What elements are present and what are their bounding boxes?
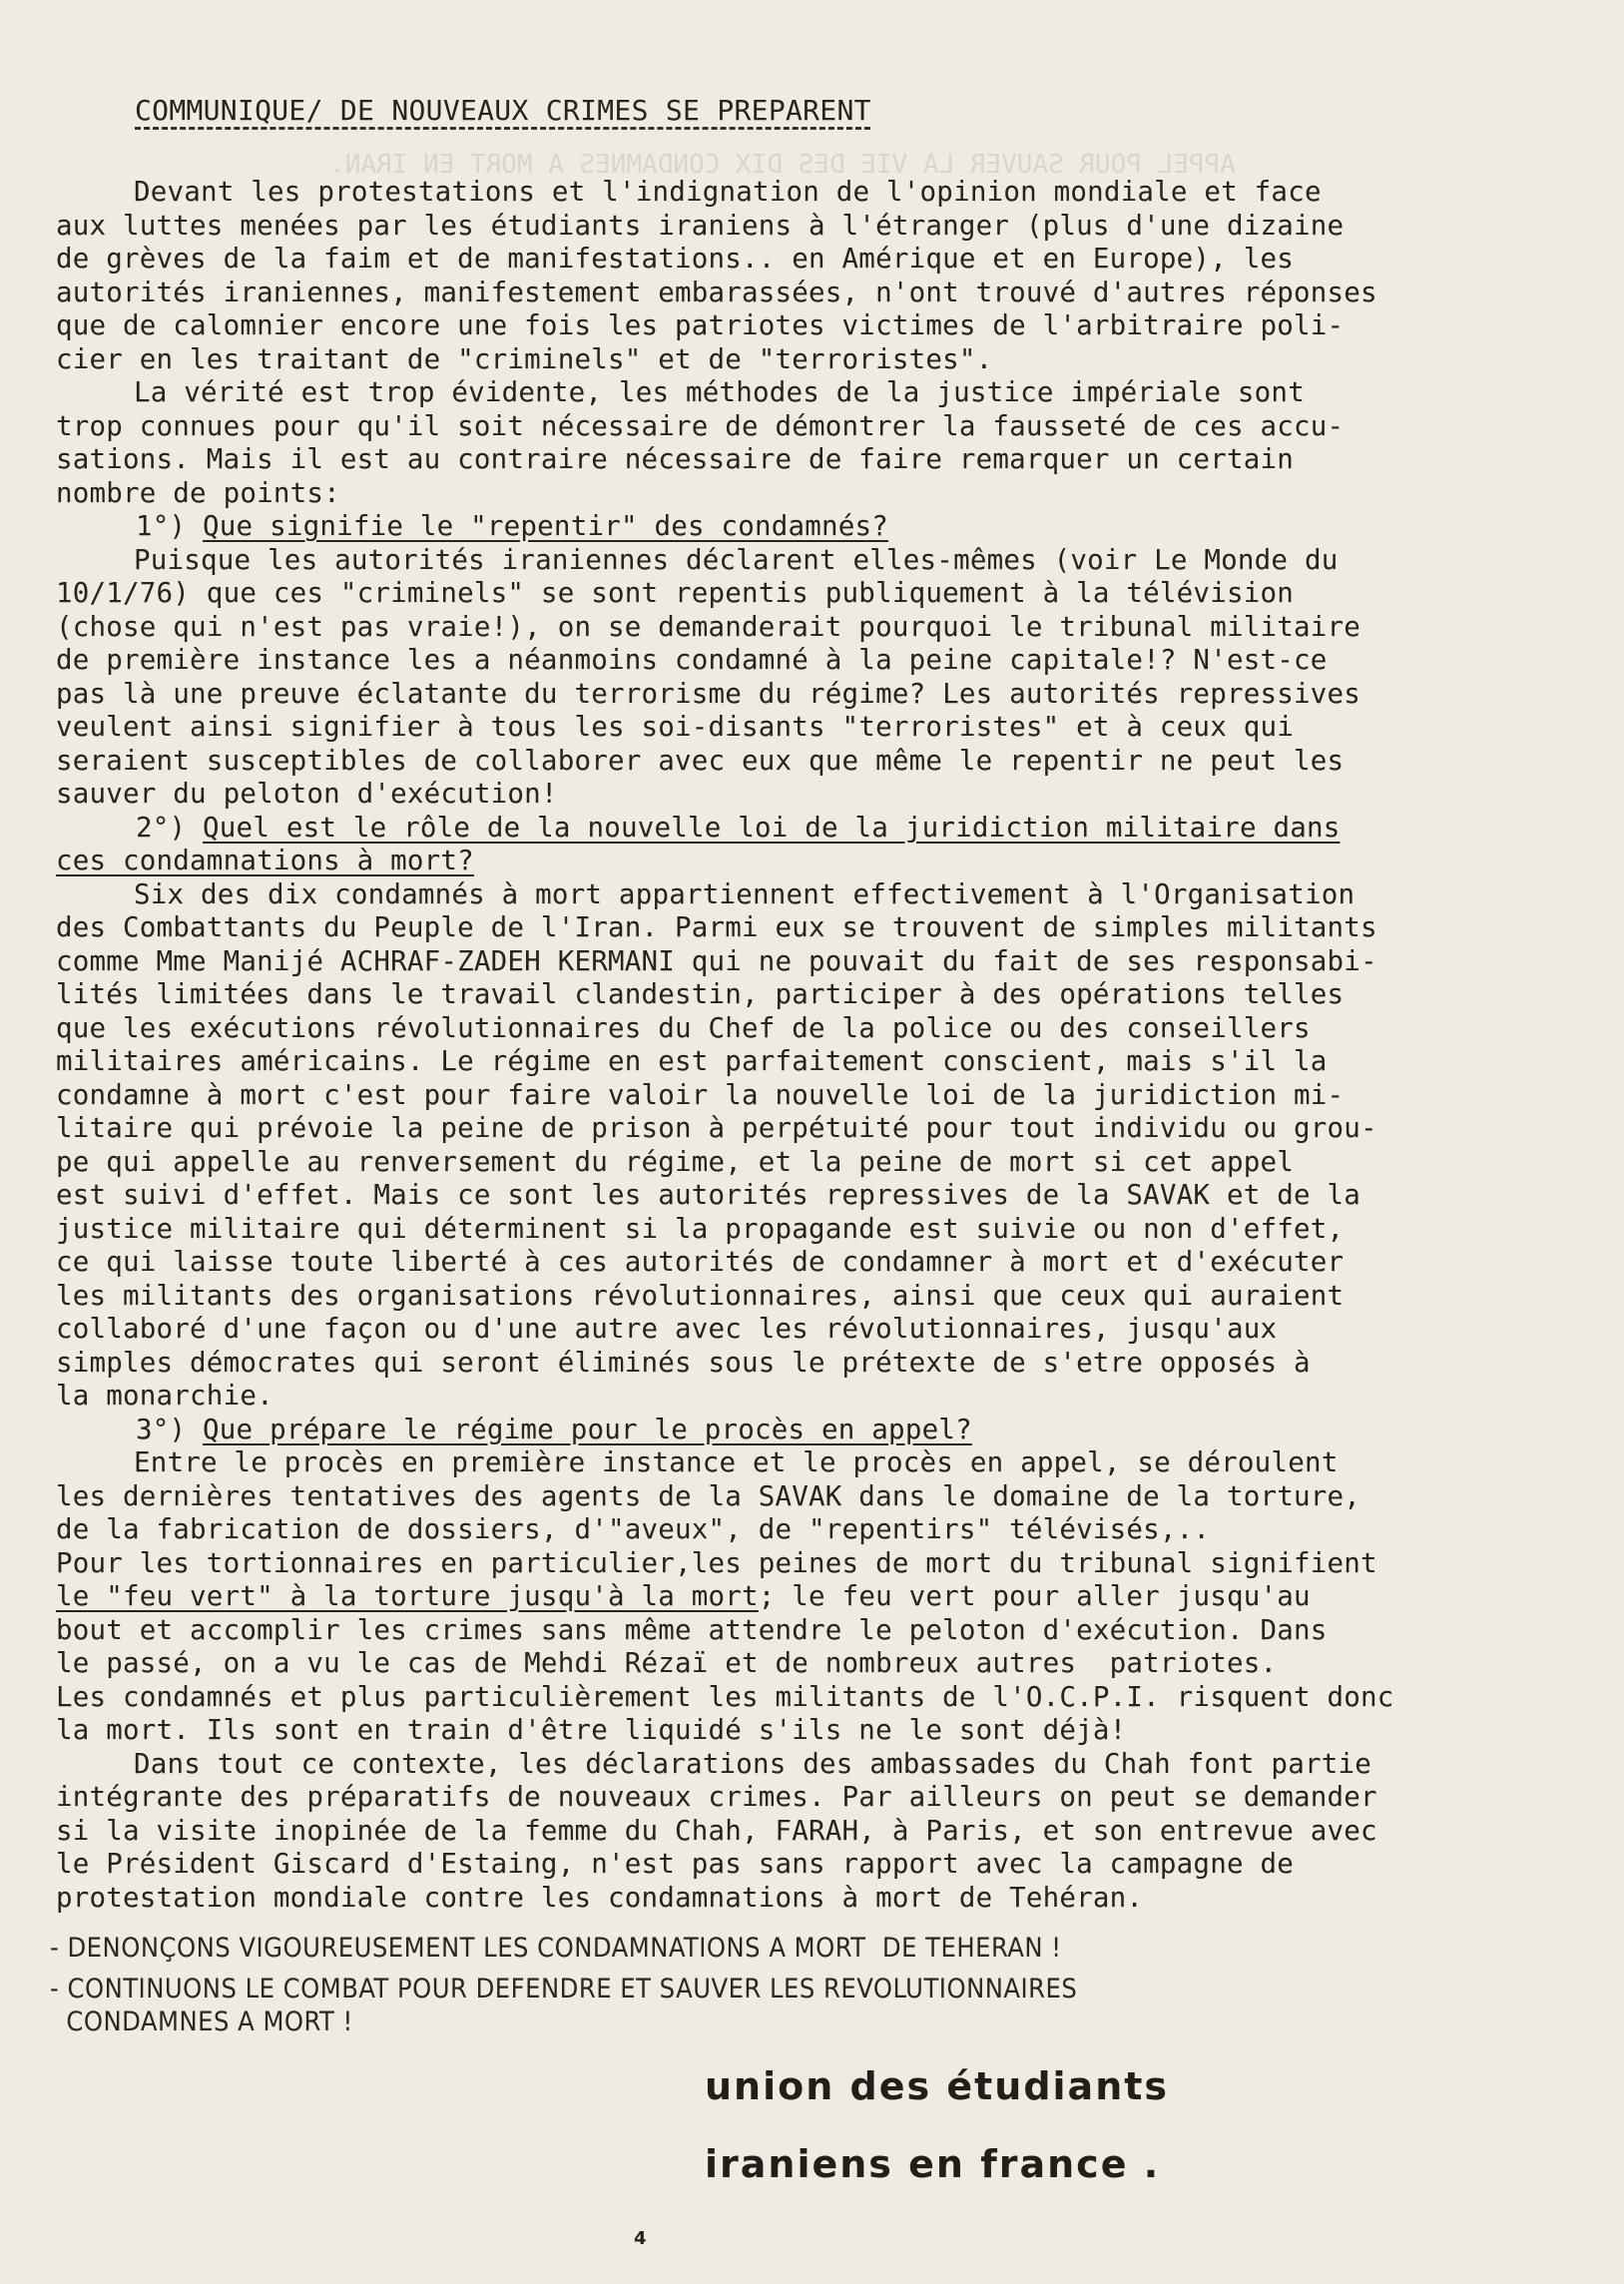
text-line: le Président Giscard d'Estaing, n'est pas sans rapport avec la campagne de — [56, 1848, 1294, 1880]
text-line: que de calomnier encore une fois les patriotes victimes de l'arbitraire poli- — [56, 309, 1345, 341]
text-line: que les exécutions révolutionnaires du Chef de la police ou des conseillers — [56, 1011, 1311, 1044]
text-line: trop connues pour qu'il soit nécessaire de démontrer la fausseté de ces accu- — [56, 409, 1345, 442]
text-line: les dernières tentatives des agents de la SAVAK dans le domaine de la torture, — [56, 1479, 1360, 1512]
signature-line-1: union des étudiants — [705, 2064, 1170, 2108]
slogans — [50, 1932, 1077, 2046]
paragraph-intro — [56, 176, 1543, 376]
text-line: militaires américains. Le régime en est parfaitement conscient, mais s'il la — [56, 1045, 1328, 1077]
text-line: protestation mondiale contre les condamnations à mort de Tehéran. — [56, 1881, 1144, 1914]
text-line: 10/1/76) que ces "criminels" se sont repentis publiquement à la télévision — [56, 577, 1294, 609]
section-heading: 2°) Quel est le rôle de la nouvelle loi de la juridiction militaire dans — [136, 811, 1341, 844]
feu-vert-emphasis: le "feu vert" à la torture jusqu'à la mort — [56, 1580, 759, 1612]
text-line: le "feu vert" à la torture jusqu'à la mort; le feu vert pour aller jusqu'au — [56, 1580, 1311, 1612]
text-line: des Combattants du Peuple de l'Iran. Parmi eux se trouvent de simples militants — [56, 911, 1377, 943]
text-line: (chose qui n'est pas vraie!), on se demanderait pourquoi le tribunal militaire — [56, 610, 1360, 643]
signature-line-2: iraniens en france . — [705, 2142, 1161, 2186]
text-line: litaire qui prévoie la peine de prison à perpétuité pour tout individu ou grou- — [56, 1112, 1377, 1144]
paragraph-verite — [56, 376, 1543, 510]
text-line: pas là une preuve éclatante du terrorisme du régime? Les autorités repressives — [56, 677, 1360, 710]
text-line: la monarchie. — [56, 1380, 273, 1412]
text-line: sations. Mais il est au contraire nécessaire de faire remarquer un certain — [56, 443, 1294, 475]
text-line: la mort. Ils sont en train d'être liquidé s'ils ne le sont déjà! — [56, 1714, 1127, 1746]
bleed-through-text: APPEL POUR SAUVER LA VIE DES DIX CONDAMNES A MORT EN IRAN. — [329, 150, 1236, 180]
text-line: Devant les protestations et l'indignation de l'opinion mondiale et face — [134, 176, 1322, 208]
text-line: veulent ainsi signifier à tous les soi-disants "terroristes" et à ceux qui — [56, 711, 1294, 743]
text-line: intégrante des préparatifs de nouveaux crimes. Par ailleurs on peut se demander — [56, 1781, 1377, 1813]
text-line: le passé, on a vu le cas de Mehdi Rézaï et de nombreux autres patriotes. — [56, 1647, 1278, 1679]
text-line: Puisque les autorités iraniennes déclarent elles-mêmes (voir Le Monde du — [134, 543, 1339, 576]
communique-body — [56, 176, 1543, 1915]
text-line: Entre le procès en première instance et le procès en appel, se déroulent — [134, 1446, 1339, 1478]
text-line: justice militaire qui déterminent si la propagande est suivie ou non d'effet, — [56, 1212, 1345, 1245]
text-line: Pour les tortionnaires en particulier,les peines de mort du tribunal signifient — [56, 1546, 1377, 1579]
section-q1 — [56, 510, 1543, 812]
page-number: 4 — [634, 2228, 647, 2249]
text-line: La vérité est trop évidente, les méthodes de la justice impériale sont — [134, 376, 1305, 408]
text-line: si la visite inopinée de la femme du Chah, FARAH, à Paris, et son entrevue avec — [56, 1814, 1377, 1847]
section-heading: 3°) Que prépare le régime pour le procès en appel? — [136, 1413, 972, 1445]
text-line: collaboré d'une façon ou d'une autre avec les révolutionnaires, jusqu'aux — [56, 1313, 1278, 1345]
section-heading: 1°) Que signifie le "repentir" des condamnés? — [136, 510, 889, 542]
page-title: COMMUNIQUE/ DE NOUVEAUX CRIMES SE PREPARENT — [135, 94, 871, 127]
text-line: condamne à mort c'est pour faire valoir la nouvelle loi de la juridiction mi- — [56, 1078, 1345, 1111]
text-line: ce qui laisse toute liberté à ces autorités de condamner à mort et d'exécuter — [56, 1246, 1345, 1278]
text-line: les militants des organisations révolutionnaires, ainsi que ceux qui auraient — [56, 1279, 1345, 1312]
text-line: comme Mme Manijé ACHRAF-ZADEH KERMANI qui ne pouvait du fait de ses responsabi- — [56, 944, 1377, 977]
text-line: lités limitées dans le travail clandestin, participer à des opérations telles — [56, 978, 1345, 1010]
section-heading-cont: ces condamnations à mort? — [56, 845, 474, 876]
text-line: de la fabrication de dossiers, d'"aveux", de "repentirs" télévisés,.. — [56, 1513, 1211, 1545]
slogan-continuons: - CONTINUONS LE COMBAT POUR DEFENDRE ET SAUVER LES REVOLUTIONNAIRES — [50, 1974, 1078, 2004]
signature-block — [705, 2064, 1169, 2186]
text-line: seraient susceptibles de collaborer avec eux que même le repentir ne peut les — [56, 744, 1345, 777]
text-line: simples démocrates qui seront éliminés sous le prétexte de s'etre opposés à — [56, 1346, 1311, 1379]
text-line: Les condamnés et plus particulièrement les militants de l'O.C.P.I. risquent donc — [56, 1680, 1394, 1713]
text-line: Six des dix condamnés à mort appartiennent effectivement à l'Organisation — [134, 877, 1355, 910]
text-line: pe qui appelle au renversement du régime, et la peine de mort si cet appel — [56, 1145, 1294, 1178]
text-line: aux luttes menées par les étudiants iraniens à l'étranger (plus d'une dizaine — [56, 209, 1345, 242]
slogan-continuons-cont: CONDAMNES A MORT ! — [50, 2006, 353, 2037]
text-line: de grèves de la faim et de manifestations.. en Amérique et en Europe), les — [56, 243, 1294, 275]
text-line: bout et accomplir les crimes sans même attendre le peloton d'exécution. Dans — [56, 1613, 1328, 1646]
text-line: Dans tout ce contexte, les déclarations des ambassades du Chah font partie — [134, 1747, 1371, 1780]
text-line: sauver du peloton d'exécution! — [56, 778, 558, 810]
text-line: de première instance les a néanmoins condamné à la peine capitale!? N'est-ce — [56, 644, 1328, 676]
paragraph-contexte — [56, 1748, 1543, 1916]
text-line: nombre de points: — [56, 476, 340, 509]
text-line: cier en les traitant de "criminels" et de "terroristes". — [56, 342, 993, 375]
text-line: autorités iraniennes, manifestement embarassées, n'ont trouvé d'autres réponses — [56, 276, 1377, 308]
section-q2 — [56, 812, 1543, 1414]
section-q3 — [56, 1414, 1543, 1748]
text-line: est suivi d'effet. Mais ce sont les autorités repressives de la SAVAK et de la — [56, 1179, 1360, 1211]
slogan-denonçons: - DENONÇONS VIGOUREUSEMENT LES CONDAMNATIONS A MORT DE TEHERAN ! — [50, 1933, 1062, 1964]
